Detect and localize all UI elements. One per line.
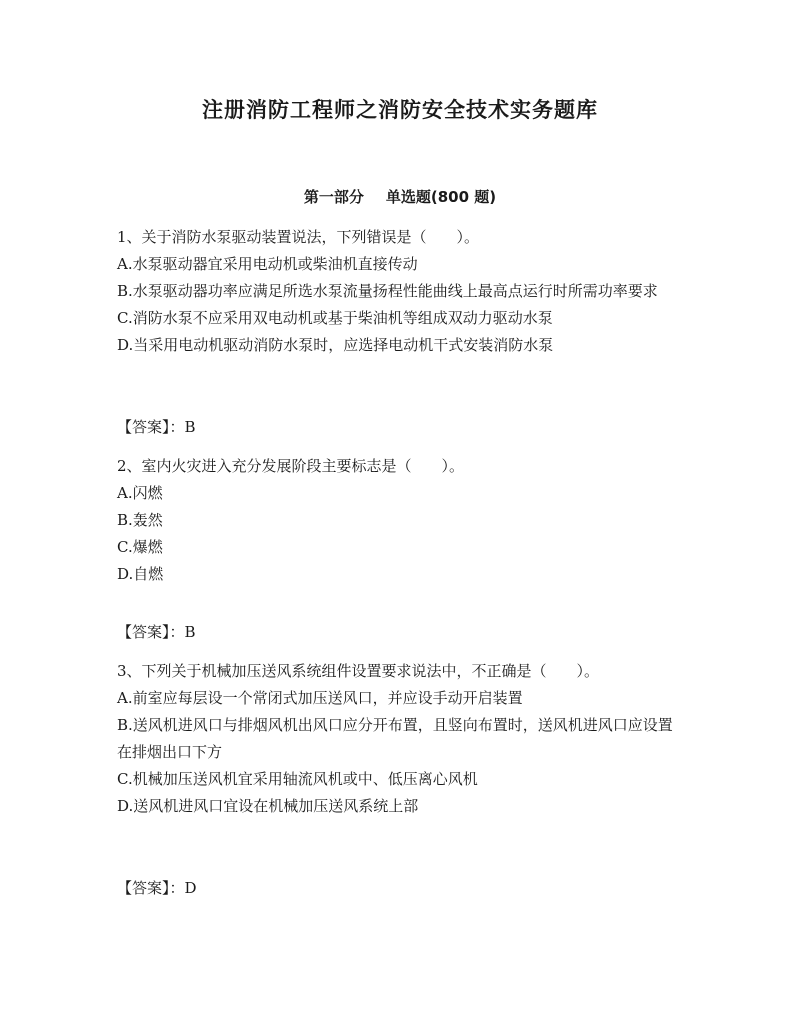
question-2 <box>117 453 673 588</box>
option-d: D.送风机进风口宜设在机械加压送风系统上部 <box>117 797 419 815</box>
option-a: A.水泵驱动器宜采用电动机或柴油机直接传动 <box>117 255 418 273</box>
question-3 <box>117 658 673 820</box>
section-name: 单选题(800 题) <box>385 188 497 206</box>
question-stem: 2、室内火灾进入充分发展阶段主要标志是（ ）。 <box>117 457 465 475</box>
answer-value: B <box>184 418 196 436</box>
option-c: C.机械加压送风机宜采用轴流风机或中、低压离心风机 <box>117 770 478 788</box>
answer-label: 【答案】： <box>117 623 185 641</box>
section-part: 第一部分 <box>303 188 364 206</box>
question-1 <box>117 224 673 359</box>
option-a: A.前室应每层设一个常闭式加压送风口，并应设手动开启装置 <box>117 689 523 707</box>
section-heading <box>0 186 800 207</box>
document-title: 注册消防工程师之消防安全技术实务题库 <box>202 98 598 122</box>
option-b: B.送风机进风口与排烟风机出风口应分开布置，且竖向布置时，送风机进风口应设置在排烟出口下方 <box>117 716 673 761</box>
option-b: B.水泵驱动器功率应满足所选水泵流量扬程性能曲线上最高点运行时所需功率要求 <box>117 282 658 300</box>
question-stem: 3、下列关于机械加压送风系统组件设置要求说法中，不正确是（ ）。 <box>117 662 600 680</box>
option-d: D.当采用电动机驱动消防水泵时，应选择电动机干式安装消防水泵 <box>117 336 554 354</box>
answer-value: B <box>184 623 196 641</box>
answer-3 <box>117 875 197 902</box>
option-c: C.爆燃 <box>117 538 163 556</box>
option-b: B.轰然 <box>117 511 163 529</box>
answer-1 <box>117 414 196 441</box>
answer-label: 【答案】： <box>117 879 185 897</box>
option-a: A.闪燃 <box>117 484 163 502</box>
answer-value: D <box>184 879 197 897</box>
option-d: D.自燃 <box>117 565 164 583</box>
option-c: C.消防水泵不应采用双电动机或基于柴油机等组成双动力驱动水泵 <box>117 309 553 327</box>
question-stem: 1、关于消防水泵驱动装置说法，下列错误是（ ）。 <box>117 228 480 246</box>
answer-2 <box>117 619 196 646</box>
answer-label: 【答案】： <box>117 418 185 436</box>
